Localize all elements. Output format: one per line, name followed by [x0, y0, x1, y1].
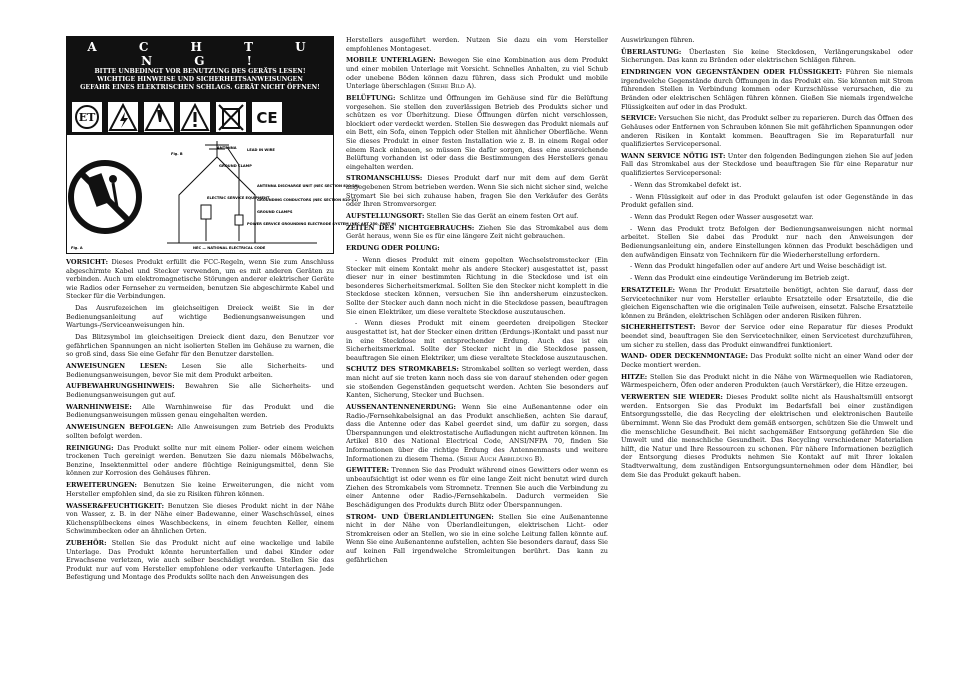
paragraph-text: Auswirkungen führen. [621, 36, 695, 44]
house-drawing [167, 141, 317, 243]
paragraph [66, 333, 334, 359]
paragraph [621, 213, 913, 222]
paragraph [621, 36, 913, 45]
paragraph-text: - Wenn das Produkt eine eindeutige Veränderung im Betrieb zeigt. [630, 274, 850, 283]
crossed-bin-icon [216, 102, 246, 132]
paragraph [621, 286, 913, 320]
paragraph-heading: AUFBEWAHRUNGSHINWEIS: [66, 382, 175, 391]
paragraph-heading: EINDRINGEN VON GEGENSTÄNDEN ODER FLÜSSIGKEIT: [621, 68, 842, 77]
paragraph-text: - Wenn das Produkt Regen oder Wasser ausgesetzt war. [630, 213, 814, 221]
paragraph-text: Versuchen Sie nicht, das Produkt selber zu reparieren. Durch das Öffnen des Gehäuses oder Entfernen von Schrauben können Sie mit gefährlichen Spannungen oder anderen Risiken in Kontakt kommen. Beauftragen Sie im Reparaturfall nur qualifiziertes Servicepersonal. [621, 114, 913, 149]
svg-text:CE: CE [256, 109, 278, 127]
column-2 [346, 36, 608, 567]
paragraph-text: - Wenn das Stromkabel defekt ist. [630, 180, 742, 189]
warning-line-1: BITTE UNBEDINGT VOR BENUTZUNG DES GERÄTS LESEN! [94, 68, 306, 75]
paragraph-text: - Wenn das Produkt hingefallen oder auf andere Art und Weise beschädigt ist. [630, 262, 887, 271]
paragraph-text: Stromkabel sollten so verlegt werden, dass man nicht auf sie treten kann noch dass sie von darauf stehenden oder gegen sie stoßenden Gegenständen gequetscht werden. Achten Sie besonders auf Kanten, Sicherung, Stecker und Buchsen. [346, 365, 608, 400]
paragraph [346, 256, 608, 316]
paragraph-text: Stellen Sie das Produkt nicht in die Nähe von Wärmequellen wie Radiatoren, Wärmespeichern, Öfen oder anderen Produkten (auch Verstärker), die Hitze erzeugen. [621, 372, 913, 390]
paragraph-text: Das Produkt sollte nur mit einem Polier- oder einem weichen trockenen Tuch gereinigt werden. Benutzen Sie dazu niemals Möbelwachs, Benzine, Insektenmittel oder andere flüchtige Reinigungsmittel, denn Sie können zur Korrosion des Gehäuses führen. [66, 443, 334, 478]
paragraph [66, 304, 334, 330]
paragraph-text: Herstellers ausgeführt werden. Nutzen Sie dazu ein vom Hersteller empfohlenes Montageset. [346, 36, 608, 53]
figure-reference: Siehe Auch Abbildung B [459, 454, 540, 463]
fig-a-label: Fig. A [71, 246, 83, 250]
paragraph [346, 319, 608, 362]
column-1 [66, 258, 334, 585]
warning-header [66, 36, 334, 134]
paragraph-text: Trennen Sie das Produkt während eines Gewitters oder wenn es unbeaufsichtigt ist oder wenn es für eine lange Zeit nicht benutzt wird durch Ziehen des Stromkabels vom Stromnetz. Trennen Sie auch die Verbindung zu einer Antenne oder Radio-/Fernsehkabeln. Dadurch vermeiden Sie Beschädigungen des Produkts durch Blitz oder Überspannungen. [346, 466, 608, 509]
paragraph-text: Dieses Produkt sollte nicht als Haushaltsmüll entsorgt werden. Entsorgen Sie das Produkt im Bedarfsfall bei einer zuständigen Entsorgungsstelle, die das Recycling der elektrischen und elektronischen Bauteile übernimmt. Wenn Sie das Produkt dem gemäß entsorgen, schützen Sie die Umwelt und die menschliche Gesundheit. Bei nicht sachgemäßer Entsorgung gefährden Sie die Umwelt und die menschliche Gesundheit. Das Recycling verschiedener Materialien hilft, die Natur und Ihre Ressourcen zu schonen. Für nähere Informationen bezüglich der Entsorgung dieses Produkts nehmen Sie Kontakt auf mit Ihrer lokalen Stadtverwaltung, dem zuständigen Entsorgungsunternehmen oder dem Händler, bei dem Sie das Produkt gekauft haben. [621, 393, 913, 479]
label-clamps: GROUND CLAMPS [257, 210, 293, 214]
label-lead-in: LEAD IN WIRE [247, 148, 275, 152]
paragraph-text: - Wenn Flüssigkeit auf oder in das Produkt gelaufen ist oder Gegenstände in das Produkt gefallen sind. [621, 192, 913, 210]
paragraph [66, 423, 334, 440]
paragraph-text: Das Produkt sollte nicht an einer Wand oder der Decke montiert werden. [621, 352, 913, 370]
paragraph-text: Stellen Sie eine Außenantenne nicht in der Nähe von Überlandleitungen, elektrischen Licht- oder Stromkreisen oder an Stellen, wo sie in eine solche Leitung fallen könnte auf. Wenn Sie eine Außenantenne aufstellen, achten Sie besonders darauf, dass Sie auf keinen Fall irgendwelche Stromleitungen berührt. Das kann zu gefährlichen [346, 512, 608, 564]
paragraph [66, 502, 334, 536]
paragraph-text: Stellen Sie das Gerät an einem festen Ort auf. [424, 212, 579, 221]
paragraph [621, 352, 913, 369]
label-discharge: ANTENNA DISCHARGE UNIT (NEC SECTION 810-20) [257, 184, 359, 188]
figure-reference: Siehe Bild A [430, 82, 472, 91]
lightning-triangle-icon [108, 102, 138, 132]
paragraph [66, 258, 334, 301]
tip-over-icon [71, 163, 139, 231]
paragraph-text: - Wenn das Produkt trotz Befolgen der Bedienungsanweisungen nicht normal arbeitet. Stellen Sie dabei das Produkt nur nach den Anweisungen der Bedienungsanleitung ein, andere Einstellungen können das Produkt beschädigen und den aufwändigen Einsatz von Technikern für die Wiederherstellung erfordern. [621, 224, 913, 259]
paragraph [346, 224, 608, 241]
paragraph [621, 323, 913, 349]
paragraph [346, 212, 608, 221]
paragraph-text: Bewegen Sie eine Kombination aus dem Produkt und einer mobilen Unterlage mit Vorsicht. Schnelles Anhalten, zu viel Schub oder unebene Böden können dazu führen, dass sich Produkt und mobile Unterlage überschlagen ( [346, 56, 608, 91]
paragraph-text: Benutzen Sie dieses Produkt nicht in der Nähe von Wasser, z. B. in der Nähe einer Badewanne, einer Waschschüssel, eines Küchenspülbeckens eines Waschbeckens, in einem feuchten Keller, einem Schwimmbecken oder an ähnlichen Orten. [66, 501, 334, 536]
paragraph [621, 225, 913, 259]
paragraph-heading: SICHERHEITSTEST: [621, 323, 696, 332]
paragraph [346, 403, 608, 463]
paragraph-text: Unter den folgenden Bedingungen ziehen Sie auf jeden Fall das Stromkabel aus der Steckdose und beauftragen Sie für eine Reparatur nur qualifiziertes Servicepersonal: [621, 151, 913, 178]
label-nec: NEC — NATIONAL ELECTRICAL CODE [193, 246, 266, 250]
paragraph-text: Schlitze und Öffnungen im Gehäuse sind für die Belüftung vorgesehen. Sie stellen den zuverlässigen Betrieb des Produkts sicher und schützen es vor Überhitzung. Diese Öffnungen dürfen nicht verschlossen, blockiert oder verdeckt werden. Stellen Sie deswegen das Produkt niemals auf ein Bett, ein Sofa, einen Teppich oder Stellen mit ähnlicher Oberfläche. Wenn Sie dieses Produkt in einer festen Installation wie z. B. in einem Regal oder einem Rack einbauen, so müssen Sie dafür sorgen, dass eine ausreichende Belüftung vorhanden ist oder dass die Bestimmungen des Herstellers genau eingehalten werden. [346, 93, 608, 171]
paragraph-text: Lesen Sie alle Sicherheits- und Bedienungsanweisungen, bevor Sie mit dem Produkt arbeiten. [66, 362, 334, 379]
paragraph-heading: ÜBERLASTUNG: [621, 47, 682, 56]
paragraph-text: Dieses Produkt erfüllt die FCC-Regeln, wenn Sie zum Anschluss abgeschirmte Kabel und Stecker verwenden, um es mit anderen Geräten zu verbinden. Auch um elektromagnetische Störungen anderer elektrischer Geräte wie Radios oder Fernseher zu vermeiden, benutzen Sie abgeschirmte Kabel und Stecker für die Verbindungen. [66, 258, 334, 301]
paragraph-text: - Wenn dieses Produkt mit einem geerdeten dreipoligen Stecker ausgestattet ist, hat der Stecker einen dritten (Erdungs-)Kontakt und passt nur in eine Steckdose mit entsprechender Erdung. Auch das ist ein Sicherheitsmerkmal. Sollte der Stecker nicht in die Steckdose passen, beauftragen Sie einen Elektriker, um diese veraltete Steckdose auszutauschen. [346, 319, 608, 362]
exclamation-triangle-icon [180, 102, 210, 132]
paragraph [66, 481, 334, 498]
paragraph [66, 382, 334, 399]
paragraph-text-end: ). [471, 82, 477, 91]
paragraph [621, 181, 913, 190]
paragraph [621, 373, 913, 390]
paragraph-text: Dieses Produkt darf nur mit dem auf dem Gerät angegebenen Strom betrieben werden. Wenn Sie sich nicht sicher sind, welche Stromart Sie bei sich zuhause haben, fragen Sie den Verkäufer des Geräts oder Ihren Stromversorger. [346, 174, 608, 209]
paragraph [621, 152, 913, 178]
paragraph [346, 365, 608, 399]
paragraph-text: Das Blitzsymbol im gleichseitigen Dreieck dient dazu, den Benutzer vor gefährlichen Spannungen an nicht isolierten Stellen im Gehäuse zu warnen, die so groß sind, dass Sie eine Gefahr für den Benutzer darstellen. [66, 333, 334, 359]
paragraph-text: Ziehen Sie das Stromkabel aus dem Gerät heraus, wenn Sie es für eine längere Zeit nicht gebrauchen. [346, 223, 608, 241]
paragraph-heading: STROM- UND ÜBERLANDLEITUNGEN: [346, 512, 494, 521]
paragraph-heading: HITZE: [621, 372, 648, 381]
paragraph-heading: BELÜFTUNG: [346, 93, 396, 102]
svg-text:ET: ET [78, 111, 96, 124]
triangle-icon [144, 102, 174, 132]
paragraph-text: Benutzen Sie keine Erweiterungen, die nicht vom Hersteller empfohlen sind, da sie zu Risiken führen können. [66, 481, 334, 498]
paragraph-heading: STROMANSCHLUSS: [346, 174, 423, 183]
paragraph [621, 68, 913, 111]
paragraph [621, 393, 913, 479]
paragraph-heading: WARNHINWEISE: [66, 402, 132, 411]
paragraph-heading: AUSSENANTENNENERDUNG: [346, 403, 456, 412]
paragraph-heading: WASSER&FEUCHTIGKEIT: [66, 501, 165, 510]
label-ground-clamp: GROUND CLAMP [219, 164, 252, 168]
paragraph [346, 56, 608, 90]
paragraph-heading: ERWEITERUNGEN: [66, 481, 137, 490]
paragraph [66, 539, 334, 582]
paragraph-text: Führen Sie niemals irgendwelche Gegenstände durch Öffnungen in das Produkt ein. Sie könnten mit Strom führenden Stellen in Verbindung kommen oder Kurzschlüsse verursachen, die zu Bränden oder elektrischen Schlägen führen können. Gießen Sie niemals irgendwelche Flüssigkeiten auf oder in das Produkt. [621, 68, 913, 111]
paragraph-text: Stellen Sie das Produkt nicht auf eine wackelige und labile Unterlage. Das Produkt könnte herunterfallen und dabei Kinder oder Erwachsene verletzen, wie auch selber beschädigt werden. Stellen Sie das Produkt nur auf vom Hersteller empfohlene oder verkaufte Unterlagen. Jede Befestigung und Montage des Produkts sollte nach den Anweisungen des [66, 539, 334, 582]
paragraph-heading: SERVICE: [621, 114, 657, 123]
paragraph-heading: ANWEISUNGEN LESEN: [66, 362, 168, 371]
paragraph [346, 174, 608, 208]
fig-b-label: Fig. B [171, 152, 183, 156]
paragraph-text: Alle Anweisungen zum Betrieb des Produkts sollten befolgt werden. [66, 423, 335, 440]
paragraph-heading: ZEITEN DES NICHTGEBRAUCHS: [346, 223, 475, 232]
warning-icons [70, 100, 330, 134]
paragraph-heading: ERSATZTEILE: [621, 285, 676, 294]
column-3 [621, 36, 913, 482]
paragraph-text: Bevor der Service oder eine Reparatur für dieses Produkt beendet sind, beauftragen Sie den Servicetechniker, einen Servicetest durchzuführen, um sicher zu stellen, dass das Produkt einwandfrei funktioniert. [621, 323, 913, 349]
paragraph-text: - Wenn dieses Produkt mit einem gepolten Wechselstromstecker (Ein Stecker mit einem Kontakt mehr als andere Stecker) ausgestattet ist, passt dieser nur in einer bestimmten Richtung in die Steckdose und ist ein besonderes Sicherheitsmerkmal. Sollten Sie den Stecker nicht komplett in die Steckdose stecken können, versuchen Sie ihn andersherum einzustecken. Sollte der Stecker auch dann noch nicht in die Steckdose passen, beauftragen Sie einen Elektriker, um diese veraltete Steckdose auszutauschen. [346, 255, 608, 316]
paragraph-heading: MOBILE UNTERLAGEN: [346, 56, 436, 65]
paragraph-heading: REINIGUNG: [66, 443, 114, 452]
warning-line-2: WICHTIGE HINWEISE UND SICHERHEITSANWEISUNGEN [97, 76, 303, 83]
paragraph-text: Bewahren Sie alle Sicherheits- und Bedienungsanweisungen gut auf. [66, 382, 334, 400]
paragraph-heading: WANN SERVICE NÖTIG IST: [621, 151, 726, 160]
paragraph [621, 48, 913, 65]
label-electric: ELECTRIC SERVICE EQUIPMENT [207, 196, 270, 200]
paragraph [346, 513, 608, 565]
certification-icon [72, 102, 102, 132]
paragraph-text: Wenn Sie eine Außenantenne oder ein Radio-/Fernsehkabelsignal an das Produkt anschließen, achten Sie darauf, dass die Antenne oder das Kabel geerdet sind, um dafür zu sorgen, dass Überspannungen und elektrostatische Aufladungen nicht auftreten können. Im Artikel 810 des National Electrical Code, ANSI/NFPA 70, finden Sie Informationen über die richtige Erdung des Antennenmasts und weitere Informationen zu diesem Thema. ( [346, 403, 608, 463]
paragraph-heading: ZUBEHÖR: [66, 539, 107, 548]
paragraph-heading: AUFSTELLUNGSORT: [346, 212, 425, 221]
ce-mark-icon [252, 102, 282, 132]
paragraph-text: Überlasten Sie keine Steckdosen, Verlängerungskabel oder Sicherungen. Das kann zu Bränden oder elektrischen Schlägen führen. [621, 47, 913, 65]
label-conductors: GROUNDING CONDUCTORS (NEC SECTION 810-21) [257, 198, 358, 202]
paragraph [346, 36, 608, 53]
paragraph-heading: VORSICHT: [66, 258, 109, 266]
paragraph [621, 193, 913, 210]
paragraph-heading: VERWERTEN SIE WIEDER: [621, 393, 723, 402]
paragraph [621, 274, 913, 283]
warning-line-3: GEFAHR EINES ELEKTRISCHEN SCHLAGS. GERÄT NICHT ÖFFNEN! [80, 84, 320, 91]
paragraph [621, 262, 913, 271]
paragraph-heading: ERDUNG ODER POLUNG: [346, 244, 440, 253]
label-power: POWER SERVICE GROUNDING ELECTRODE SYSTEM (NEC ART 250, PART H) [247, 222, 397, 226]
label-antenna: ANTENNA [217, 146, 237, 150]
paragraph-text: Wenn Ihr Produkt Ersatzteile benötigt, achten Sie darauf, dass der Servicetechniker nur vom Hersteller erlaubte Ersatzteile oder Ersatzteile, die die gleichen Eigenschaften wie die originalen Teile aufweisen, einsetzt. Falsche Ersatzteile können zu Bränden, elektrischen Schlägen oder anderen Risiken führen. [621, 285, 913, 320]
paragraph [66, 362, 334, 379]
paragraph-text: Das Ausrufezeichen im gleichseitigen Dreieck weißt Sie in der Bedienungsanleitung auf wichtige Bedienungsanweisungen und Wartungs-/Serviceanweisungen hin. [66, 304, 334, 330]
paragraph [346, 466, 608, 509]
paragraph [66, 444, 334, 478]
paragraph [66, 403, 334, 420]
paragraph-text: Alle Warnhinweise für das Produkt und die Bedienungsanweisungen müssen genau eingehalten werden. [66, 402, 334, 420]
paragraph-text-end: ). [539, 454, 545, 463]
paragraph [621, 114, 913, 148]
warning-title: A C H T U N G ! [87, 40, 325, 68]
paragraph-heading: SCHUTZ DES STROMKABELS: [346, 365, 459, 374]
paragraph-heading: ANWEISUNGEN BEFOLGEN: [66, 423, 174, 432]
paragraph [346, 94, 608, 171]
paragraph-heading: WAND- ODER DECKENMONTAGE: [621, 352, 748, 361]
paragraph [346, 244, 608, 253]
paragraph-heading: GEWITTER: [346, 466, 390, 475]
